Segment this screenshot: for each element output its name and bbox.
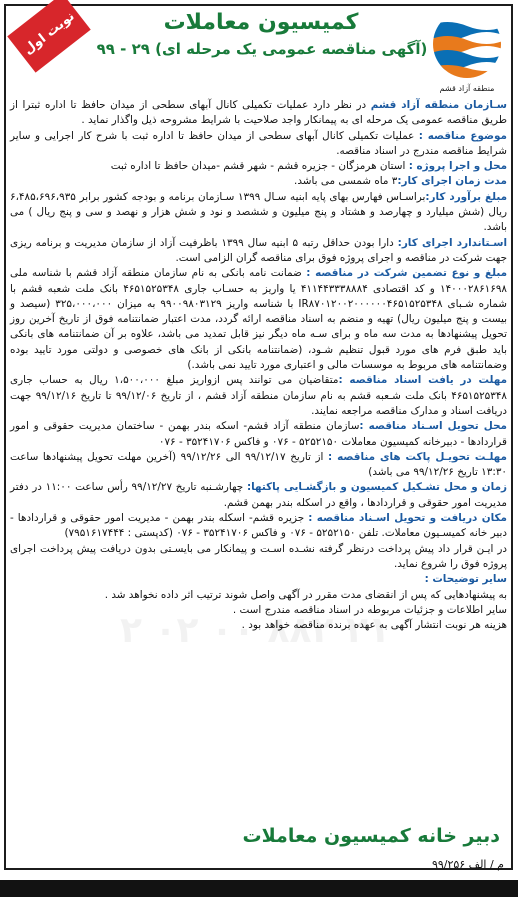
ad-subtitle bbox=[92, 40, 432, 58]
delivery-place-paragraph bbox=[10, 419, 507, 450]
subject-text: عملیات تکمیلی کانال آبهای سطحی از میدان حافظ تا اداره ثبت با شرح کار اجرایی و سایر شرایط مناقصه مندرج در اسناد مناقصه. bbox=[10, 129, 507, 157]
delivery-place-label: محل تحویل اسـناد مناقصه : bbox=[359, 420, 507, 433]
estimate-paragraph bbox=[10, 190, 507, 236]
ad-body bbox=[10, 98, 507, 633]
receive-deadline-label: مهلت در یافت اسناد مناقصه : bbox=[338, 374, 508, 387]
standard-label: اسـتاندارد اجرای کار: bbox=[397, 236, 508, 249]
envelope-deadline-paragraph bbox=[10, 450, 507, 481]
address-text: جزیره قشم- اسکله بندر بهمن - مدیریت امور حقوقی و قراردادها - دبیر خانه کمیسـیون معاملات. تلفن ۵۲۵۲۱۵۰ - ۰۷۶ و فاکس ۳۵۲۴۱۷۰۶ - ۰۷۶ (کدپستی : ۷۹۵۱۶۱۷۴۴۴) bbox=[10, 512, 507, 540]
intro-paragraph bbox=[10, 98, 507, 129]
prepayment-paragraph: در ایـن قرار داد پیش پرداخت درنظر گرفته نشـده اسـت و پیمانکار می بایسـتی بدون دریافت پیش پرداخت اجرای پروژه فوق را شروع نماید. bbox=[10, 542, 507, 570]
qeshm-free-zone-logo-icon bbox=[427, 6, 507, 96]
duration-text: ۳ ماه شمسی می باشد. bbox=[294, 175, 398, 188]
ad-reference-number: م / الف ۹۹/۲۵۶ bbox=[431, 858, 504, 871]
note-item-2: سایر اطلاعات و جزئیات مربوطه در اسناد مناقصه مندرج است . bbox=[232, 603, 507, 616]
logo-caption: منطقه آزاد قشم bbox=[439, 84, 495, 93]
address-paragraph bbox=[10, 511, 507, 542]
location-label: محل و اجرا پروژه : bbox=[408, 160, 507, 173]
standard-text: دارا بودن حداقل رتبه ۵ ابنیه سال ۱۳۹۹ باظرفیت آزاد از سازمان مدیریت و برنامه ریزی جهت شرکت در مناقصه و اجرای پروژه فوق برای مناقصه گران الزامی است. bbox=[10, 236, 507, 264]
notes-heading bbox=[10, 572, 507, 587]
ad-subtitle-text: (آگهی مناقصه عمومی یک مرحله ای) ۲۹ - ۹۹ bbox=[96, 40, 428, 58]
duration-label: مدت زمان اجرای کار: bbox=[397, 175, 507, 188]
duration-paragraph bbox=[10, 174, 507, 189]
estimate-text: براسـاس فهارس بهای پایه ابنیه سـال ۱۳۹۹ سـازمان برنامه و بودجه کشور برابر ۶،۴۸۵،۶۹۶،۹۳۵ ریال (شش میلیارد و چهارصد و هشتاد و پنج میلیون و ششصد و نود و شش هزار و نهصد و سی و پنج ریال ) می باشد. bbox=[10, 190, 507, 234]
location-text: استان هرمزگان - جزیره قشم - شهر قشم -میدان حافظ تا اداره ثبت bbox=[110, 160, 409, 173]
ad-title: کمیسیون معاملات bbox=[163, 10, 359, 35]
meeting-paragraph bbox=[10, 480, 507, 511]
address-label: مکان دریافت و تحویل اسـناد مناقصه : bbox=[308, 512, 507, 525]
ad-header bbox=[6, 6, 511, 98]
meeting-text: چهارشـنبه تاریخ ۹۹/۱۲/۲۷ رأس ساعت ۱۱:۰۰ در دفتر مدیریت امور حقوقی و قراردادها ، واقع در اسکله بندر بهمن قشم. bbox=[10, 481, 507, 509]
delivery-place-text: سازمان منطقه آزاد قشم- اسکه بندر بهمن - ساختمان مدیریت حقوقی و امور قراردادها - دبیرخانه کمیسیون معاملات ۵۲۵۲۱۵۰ - ۰۷۶ و فاکس ۳۵۲۴۱۷۰۶ - ۰۷۶ bbox=[10, 420, 507, 448]
guarantee-label: مبلغ و نوع تضمین شرکت در مناقصه : bbox=[306, 267, 508, 280]
guarantee-paragraph bbox=[10, 266, 507, 373]
intro-text: در نظر دارد عملیات تکمیلی کانال آبهای سطحی از میدان حافظ تا اداره ثبترا از طریق مناقصه عمومی یک مرحله ای به پیمانکار واجد صلاحیت با شرایط مشروحه ذیل واگذار نماید . bbox=[10, 99, 507, 127]
note-item-3: هزینه هر نوبت انتشار آگهی به عهده برنده مناقصه خواهد بود . bbox=[241, 619, 507, 632]
guarantee-text: ضمانت نامه بانکی به نام سازمان منطقه آزاد قشم با شناسه ملی ۱۴۰۰۰۲۸۶۱۶۹۸ و کد اقتصادی ۴۱۱۴۴۳۳۳۸۸۸۴ یا واریز به حسـاب جاری ۴۶۵۱۵۲۵۳۴۸ بانک ملت شعبه قشم با شماره شـبای IR۸۷۰۱۲۰۰۲۰۰۰۰۰۰۴۶۵۱۵۲۵۳۴۸ با شناسه واریز ۹۹۰۰۹۸۰۳۱۲۹ به میزان ۳۲۵،۰۰۰،۰۰۰ (سیصد و بیست و پنج میلیون ریال) تهیه و منضم به اسناد مناقصه ارائه گردد، مدت اعتبار ضمانتنامه فوق از تاریخ آخرین روز تحویل پیشنهادها به مدت سه ماه و برای سـه ماه دیگر نیز قابل تمدید می باشد، علاوه بر آن ضمانتنامه های بانکی باید طبق فرم های مورد قبول تنظیم شـود، (ضمانتنامه بانکی از بانک های خصوصی و دولتی مورد تایید بوده وضمانتنامه های مربوط به موسسات مالی و اعتباری مورد تایید نمی باشد.) bbox=[10, 267, 507, 372]
receive-deadline-paragraph bbox=[10, 373, 507, 419]
first-notice-badge: نوبت اول bbox=[7, 0, 90, 73]
receive-deadline-text: متقاضیان می توانند پس ازواریز مبلغ ۱،۵۰۰،۰۰۰ ریال به حساب جاری ۴۶۵۱۵۲۵۳۴۸ بانک ملت شـعبه قشم به نام سازمان منطقه آزاد قشم ، از تاریخ ۹۹/۱۲/۰۶ تا تاریخ ۹۹/۱۲/۱۶ جهت دریافت اسناد و مدارک مناقصه مراجعه نمایند. bbox=[10, 374, 507, 417]
note-item-1: به پیشنهادهایی که پس از انقضای مدت مقرر در آگهی واصل شوند ترتیب اثر داده نخواهد شد . bbox=[104, 588, 507, 601]
notes-label: سایر توضیحات : bbox=[424, 573, 507, 586]
organization-name: سـازمان منطقه آزاد قشم bbox=[370, 99, 508, 111]
subject-label: موضوع مناقصه : bbox=[418, 129, 507, 142]
location-paragraph bbox=[10, 159, 507, 174]
envelope-deadline-text: از تاریخ ۹۹/۱۲/۱۷ الی ۹۹/۱۲/۲۶ (آخرین مهلت تحویل پیشنهادها ساعت ۱۳:۳۰ تاریخ ۹۹/۱۲/۲۶ می باشد) bbox=[10, 450, 507, 479]
signature-line: دبیر خانه کمیسیون معاملات bbox=[242, 825, 500, 847]
background-watermark: ۲۱ ۸۸۲ ۰۰ ۰۲ ۲ bbox=[120, 610, 390, 651]
bottom-black-bar bbox=[0, 880, 518, 897]
envelope-deadline-label: مهلـت تحویـل پاکت های مناقصه : bbox=[328, 450, 507, 463]
subject-paragraph bbox=[10, 129, 507, 160]
estimate-label: مبلغ برآورد کار: bbox=[425, 190, 508, 203]
standard-paragraph bbox=[10, 236, 507, 267]
meeting-label: زمان و محل تشـکیل کمیسیون و بازگشـایی پاکتها: bbox=[246, 481, 507, 494]
